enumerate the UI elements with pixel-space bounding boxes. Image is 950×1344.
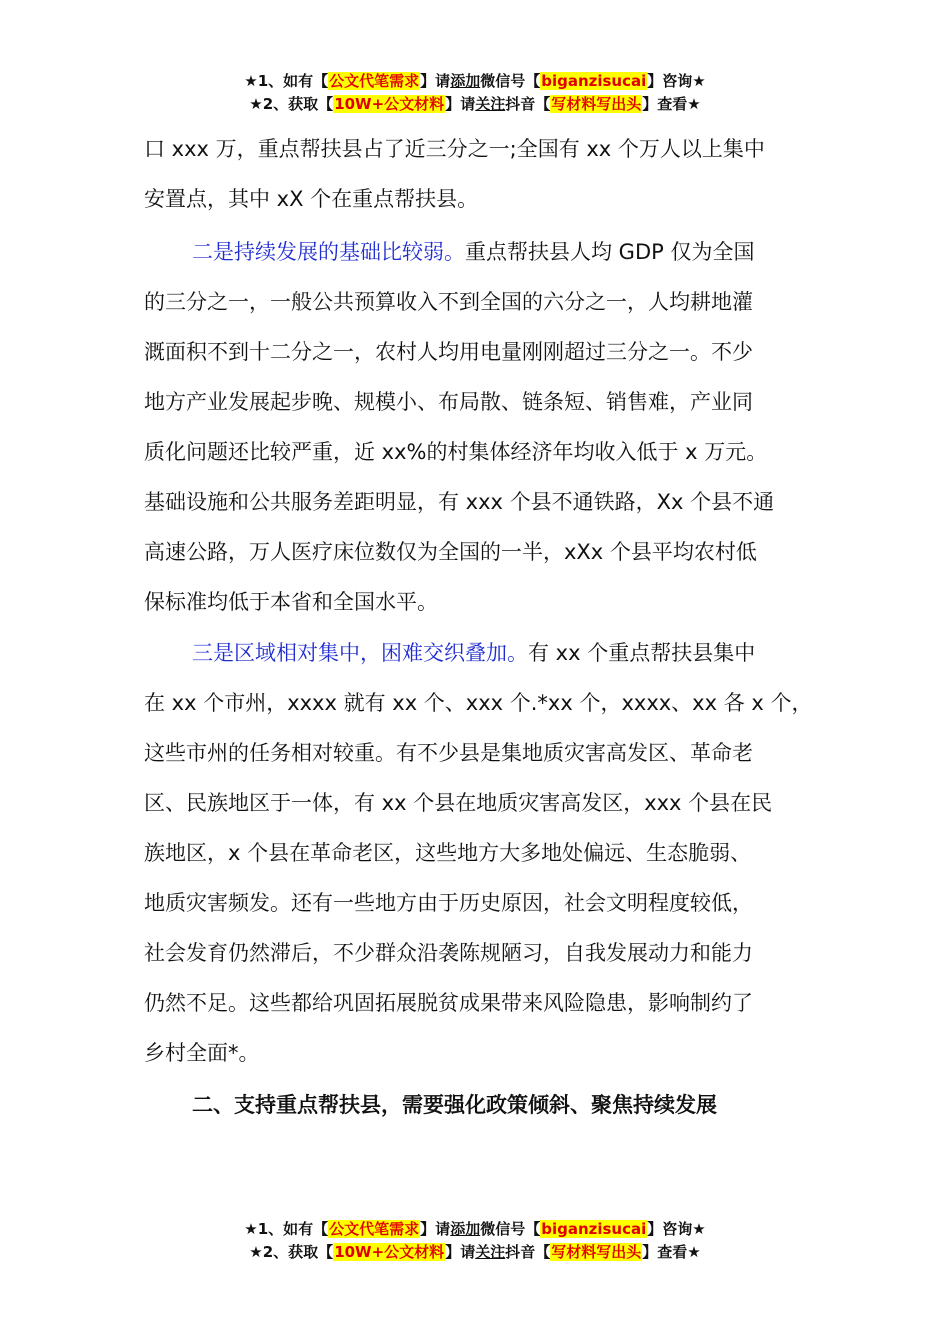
text-line: 质化问题还比较严重，近 xx%的村集体经济年均收入低于 x 万元。 [144, 440, 768, 464]
text-line: 在 xx 个市州，xxxx 就有 xx 个、xxx 个.*xx 个，xxxx、xx 各 x 个， [144, 691, 813, 715]
star-icon: ★ [249, 1243, 263, 1261]
text-line: 基础设施和公共服务差距明显，有 xxx 个县不通铁路，Xx 个县不通 [144, 490, 775, 514]
text-line: 社会发育仍然滞后，不少群众沿袭陈规陋习，自我发展动力和能力 [144, 941, 753, 965]
text-line: 乡村全面*。 [144, 1041, 260, 1065]
text-line: 保标准均低于本省和全国水平。 [144, 590, 438, 614]
text-line: 区、民族地区于一体，有 xx 个县在地质灾害高发区，xxx 个县在民 [144, 791, 773, 815]
text-line: 溉面积不到十二分之一，农村人均用电量刚刚超过三分之一。不少 [144, 340, 753, 364]
text-line: 族地区，x 个县在革命老区，这些地方大多地处偏远、生态脆弱、 [144, 841, 752, 865]
banner-line-1: ★1、如有【公文代笔需求】请添加微信号【biganzisucai】咨询★ [244, 1220, 706, 1238]
text-line: 口 xxx 万，重点帮扶县占了近三分之一;全国有 xx 个万人以上集中 [144, 137, 765, 161]
highlight-douyin: 写材料写出头 [551, 1243, 642, 1261]
highlight-wechat-id: biganzisucai [541, 1220, 647, 1238]
banner-line-2: ★2、获取【10W+公文材料】请关注抖音【写材料写出头】查看★ [249, 1243, 701, 1261]
text-line: 地质灾害频发。还有一些地方由于历史原因，社会文明程度较低， [144, 891, 753, 915]
paragraph-lead-line: 三是区域相对集中，困难交织叠加。有 xx 个重点帮扶县集中 [192, 641, 756, 665]
highlight-douyin: 写材料写出头 [551, 95, 642, 113]
paragraph-lead-line: 二是持续发展的基础比较弱。重点帮扶县人均 GDP 仅为全国 [192, 240, 755, 264]
text-line: 地方产业发展起步晚、规模小、布局散、链条短、销售难，产业同 [144, 390, 753, 414]
text-line: 这些市州的任务相对较重。有不少县是集地质灾害高发区、革命老 [144, 741, 753, 765]
highlight-service: 公文代笔需求 [329, 72, 420, 90]
highlight-service: 公文代笔需求 [329, 1220, 420, 1238]
text-line: 安置点，其中 xX 个在重点帮扶县。 [144, 187, 479, 211]
star-icon: ★ [244, 1220, 258, 1238]
banner-line-2: ★2、获取【10W+公文材料】请关注抖音【写材料写出头】查看★ [249, 95, 701, 113]
text-line: 的三分之一，一般公共预算收入不到全国的六分之一，人均耕地灌 [144, 290, 753, 314]
section-heading: 二、支持重点帮扶县，需要强化政策倾斜、聚焦持续发展 [192, 1093, 717, 1117]
bottom-banner [0, 1218, 950, 1264]
star-icon: ★ [249, 95, 263, 113]
text-line: 高速公路，万人医疗床位数仅为全国的一半，xXx 个县平均农村低 [144, 540, 757, 564]
banner-line-1: ★1、如有【公文代笔需求】请添加微信号【biganzisucai】咨询★ [244, 72, 706, 90]
star-icon: ★ [244, 72, 258, 90]
paragraph-lead: 三是区域相对集中，困难交织叠加。 [192, 641, 528, 665]
highlight-materials: 10W+公文材料 [334, 1243, 445, 1261]
paragraph-lead: 二是持续发展的基础比较弱。 [192, 240, 465, 264]
top-banner [0, 70, 950, 116]
highlight-materials: 10W+公文材料 [334, 95, 445, 113]
highlight-wechat-id: biganzisucai [541, 72, 647, 90]
text-line: 仍然不足。这些都给巩固拓展脱贫成果带来风险隐患，影响制约了 [144, 991, 753, 1015]
